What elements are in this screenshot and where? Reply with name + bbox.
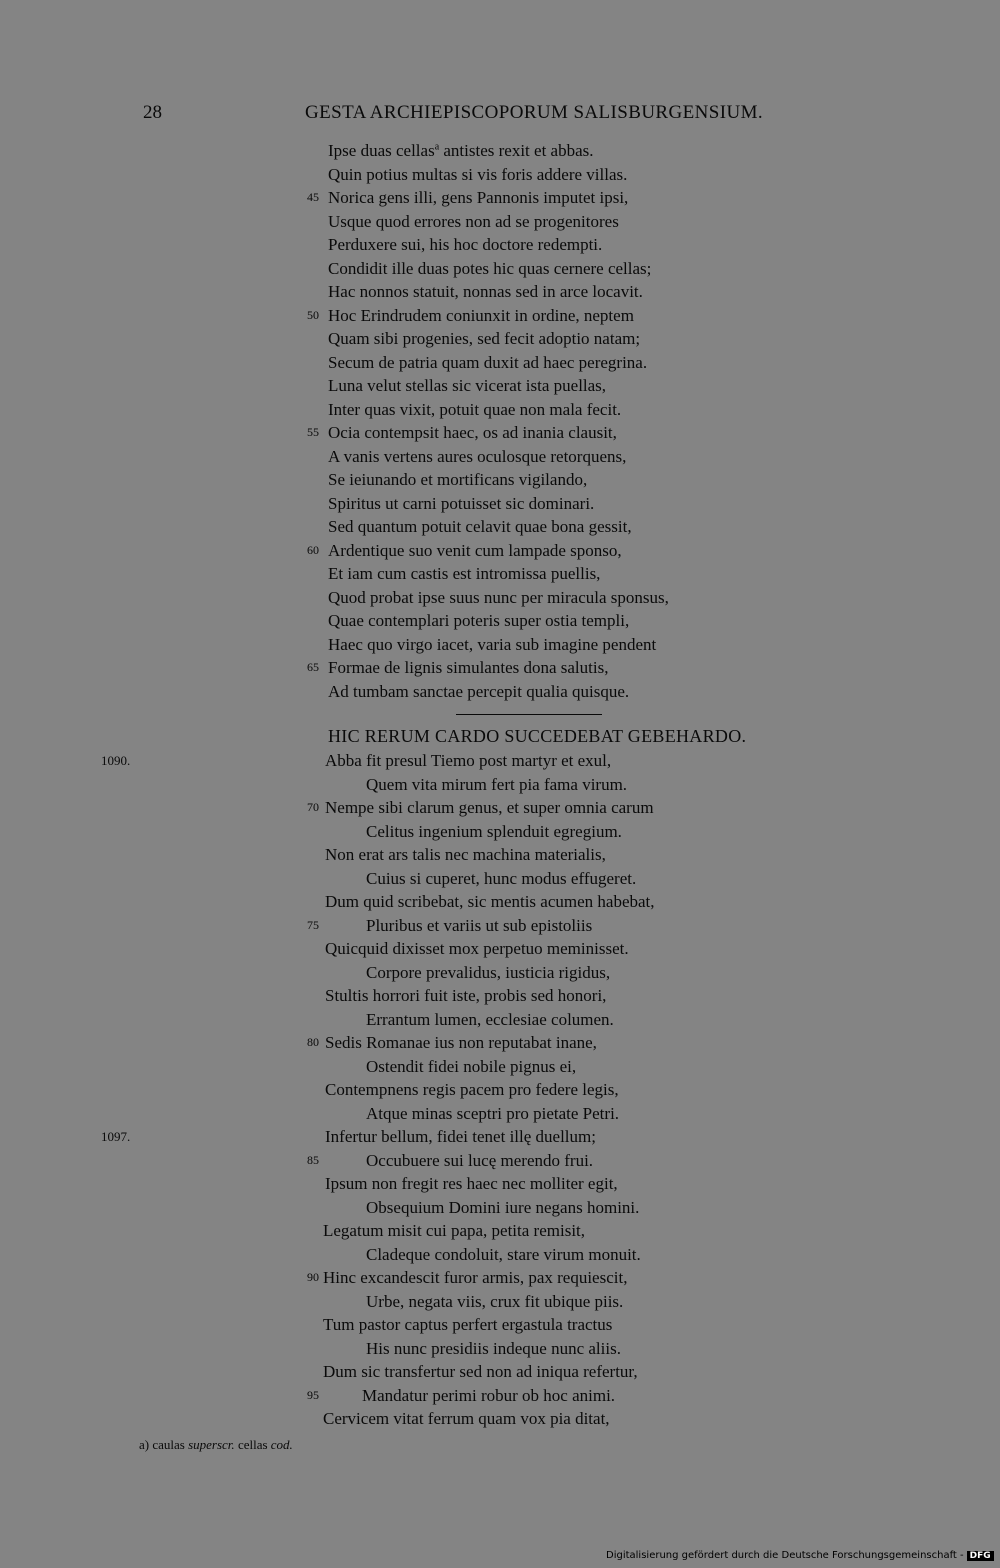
verse-text-main: Cervicem vitat ferrum quam vox pia ditat, <box>323 1409 610 1428</box>
verse-text-main: Spiritus ut carni potuisset sic dominari. <box>328 493 595 513</box>
section-heading: HIC RERUM CARDO SUCCEDEBAT GEBEHARDO. <box>328 726 747 746</box>
verse-text-main: Abba fit presul Tiemo post martyr et exul, <box>325 751 612 770</box>
verse-text-main: Hinc excandescit furor armis, pax requiescit, <box>323 1268 628 1287</box>
verse-line <box>0 1172 1000 1196</box>
line-number: 80 <box>307 1035 319 1049</box>
verse-line <box>0 749 1000 773</box>
verse-text-main: Se ieiunando et mortificans vigilando, <box>328 470 588 489</box>
page-header <box>0 100 1000 130</box>
verse-text-main: His nunc presidiis indeque nunc aliis. <box>366 1338 621 1358</box>
verse-line <box>0 327 1000 351</box>
verse-text-main: Hac nonnos statuit, nonnas sed in arce locavit. <box>328 282 643 301</box>
verse-text-main: Ostendit fidei nobile pignus ei, <box>366 1056 577 1076</box>
verse-text-main: Obsequium Domini iure negans homini. <box>366 1197 640 1217</box>
verse-line <box>0 843 1000 867</box>
verse-text <box>366 1290 623 1314</box>
verse-line <box>0 1266 1000 1290</box>
year-note: 1090. <box>101 753 131 768</box>
line-number: 50 <box>307 307 319 322</box>
digitization-credit <box>606 1550 994 1566</box>
verse-text-main: Errantum lumen, ecclesiae columen. <box>366 1009 614 1029</box>
line-number: 90 <box>307 1270 319 1284</box>
verse-text <box>323 1219 585 1243</box>
footnote <box>139 1437 293 1453</box>
verse-text <box>325 1172 618 1196</box>
verse-text <box>328 445 626 469</box>
verse-text-main: Ad tumbam sanctae percepit qualia quisque. <box>328 681 630 701</box>
verse-text <box>366 1243 641 1267</box>
verse-text <box>325 1078 619 1102</box>
footnote-marker: a) <box>139 1437 150 1452</box>
footnote-abbr: superscr. <box>188 1437 235 1452</box>
verse-text <box>366 820 622 844</box>
verse-text <box>366 1149 593 1173</box>
verse-block-bottom <box>0 749 1000 1431</box>
verse-text <box>328 351 647 375</box>
verse-line <box>0 867 1000 891</box>
verse-text-main: Atque minas sceptri pro pietate Petri. <box>366 1103 620 1123</box>
verse-line <box>0 421 1000 445</box>
verse-line <box>0 1290 1000 1314</box>
verse-text <box>328 468 587 492</box>
credit-text: Digitalisierung gefördert durch die Deutsche Forschungsgemeinschaft - <box>606 1550 964 1561</box>
verse-line <box>0 1243 1000 1267</box>
line-number: 55 <box>307 425 319 439</box>
verse-line <box>0 374 1000 398</box>
verse-text <box>366 1337 621 1361</box>
verse-text-main: Stultis horrori fuit iste, probis sed honori, <box>325 986 607 1005</box>
verse-text-main: Quin potius multas si vis foris addere villas. <box>328 164 628 184</box>
verse-text-main: Tum pastor captus perfert ergastula tractus <box>323 1315 613 1334</box>
verse-text-main: Ipse duas cellas <box>328 141 435 160</box>
verse-text-main: Norica gens illi, gens Pannonis imputet ipsi, <box>328 188 629 207</box>
verse-text <box>366 867 636 891</box>
verse-text <box>366 1196 639 1220</box>
verse-text-main: Quae contemplari poteris super ostia templi, <box>328 611 630 630</box>
verse-text <box>328 586 669 610</box>
verse-text <box>328 515 632 539</box>
verse-text-main: Celitus ingenium splenduit egregium. <box>366 821 622 841</box>
verse-line <box>0 1102 1000 1126</box>
verse-text <box>328 633 656 657</box>
running-title: GESTA ARCHIEPISCOPORUM SALISBURGENSIUM. <box>305 102 764 123</box>
verse-line <box>0 914 1000 938</box>
dfg-logo-icon: DFG <box>967 1551 994 1561</box>
verse-line <box>0 1031 1000 1055</box>
verse-text <box>328 421 617 445</box>
footnote-abbr: cod. <box>270 1437 293 1452</box>
verse-line <box>0 656 1000 680</box>
verse-text <box>323 1360 638 1384</box>
verse-text <box>328 327 640 351</box>
verse-text <box>328 562 600 586</box>
verse-text <box>328 374 606 398</box>
verse-text-main: Usque quod errores non ad se progenitores <box>328 211 619 231</box>
line-number: 95 <box>307 1387 319 1402</box>
verse-text <box>328 280 643 304</box>
verse-text-rest: antistes rexit et abbas. <box>439 141 594 160</box>
verse-text <box>328 680 629 704</box>
verse-text <box>325 890 655 914</box>
verse-text <box>328 609 629 633</box>
verse-line <box>0 1008 1000 1032</box>
verse-text-main: Hoc Erindrudem coniunxit in ordine, neptem <box>328 305 634 325</box>
verse-line <box>0 515 1000 539</box>
verse-text-main: Ardentique suo venit cum lampade sponso, <box>328 540 622 560</box>
verse-text <box>325 796 654 820</box>
verse-text-main: Non erat ars talis nec machina materialis, <box>325 845 606 864</box>
verse-line <box>0 1149 1000 1173</box>
verse-text-main: Sedis Romanae ius non reputabat inane, <box>325 1033 597 1052</box>
line-number: 70 <box>307 800 319 814</box>
verse-text-main: Secum de patria quam duxit ad haec peregrina. <box>328 352 648 372</box>
verse-line <box>0 984 1000 1008</box>
verse-line <box>0 280 1000 304</box>
verse-line <box>0 304 1000 328</box>
verse-text <box>366 1102 619 1126</box>
verse-text-main: Infertur bellum, fidei tenet illę duellum; <box>325 1127 596 1146</box>
verse-text <box>328 257 651 281</box>
verse-text-main: Cladeque condoluit, stare virum monuit. <box>366 1244 641 1264</box>
verse-line <box>0 139 1000 163</box>
verse-line <box>0 1337 1000 1361</box>
verse-text-main: Contempnens regis pacem pro federe legis, <box>325 1080 619 1099</box>
verse-text-main: Mandatur perimi robur ob hoc animi. <box>362 1385 616 1405</box>
verse-line <box>0 586 1000 610</box>
verse-text-main: Quicquid dixisset mox perpetuo meminisset. <box>325 939 629 958</box>
verse-text-main: Quam sibi progenies, sed fecit adoptio natam; <box>328 329 641 348</box>
verse-line <box>0 492 1000 516</box>
verse-text-main: A vanis vertens aures oculosque retorquens, <box>328 446 627 466</box>
verse-text-main: Cuius si cuperet, hunc modus effugeret. <box>366 868 637 888</box>
verse-text-main: Pluribus et variis ut sub epistoliis <box>366 915 593 935</box>
line-number: 60 <box>307 542 319 557</box>
verse-line <box>0 1313 1000 1337</box>
verse-line <box>0 680 1000 704</box>
verse-line <box>0 562 1000 586</box>
verse-line <box>0 796 1000 820</box>
verse-line <box>0 1078 1000 1102</box>
verse-text-main: Formae de lignis simulantes dona salutis, <box>328 658 609 677</box>
verse-text <box>325 843 606 867</box>
verse-text-main: Ocia contempsit haec, os ad inania clausit, <box>328 423 617 442</box>
verse-line <box>0 351 1000 375</box>
verse-text <box>323 1266 627 1290</box>
verse-line <box>0 163 1000 187</box>
verse-line <box>0 539 1000 563</box>
verse-text <box>366 961 610 985</box>
line-number: 75 <box>307 917 319 932</box>
verse-text-main: Haec quo virgo iacet, varia sub imagine pendent <box>328 634 657 654</box>
verse-text <box>325 1125 596 1149</box>
verse-line <box>0 1196 1000 1220</box>
verse-line <box>0 633 1000 657</box>
verse-text <box>323 1313 612 1337</box>
verse-block-top <box>0 139 1000 703</box>
verse-line <box>0 186 1000 210</box>
verse-text <box>325 937 629 961</box>
verse-text <box>366 1055 576 1079</box>
verse-text <box>325 984 606 1008</box>
verse-line <box>0 890 1000 914</box>
verse-line <box>0 961 1000 985</box>
verse-text <box>323 1407 610 1431</box>
verse-text-main: Urbe, negata viis, crux fit ubique piis. <box>366 1291 624 1311</box>
verse-text <box>366 773 627 797</box>
verse-text <box>328 492 594 516</box>
verse-text-main: Ipsum non fregit res haec nec molliter egit, <box>325 1174 618 1193</box>
verse-text <box>328 163 627 187</box>
verse-text <box>328 139 594 163</box>
verse-text-main: Sed quantum potuit celavit quae bona gessit, <box>328 517 632 536</box>
verse-text <box>328 186 628 210</box>
verse-line <box>0 1055 1000 1079</box>
line-number: 45 <box>307 190 319 204</box>
verse-line <box>0 609 1000 633</box>
verse-line <box>0 773 1000 797</box>
verse-text <box>366 1008 614 1032</box>
section-divider <box>456 714 602 715</box>
verse-text-main: Legatum misit cui papa, petita remisit, <box>323 1221 586 1240</box>
verse-text-main: Occubuere sui lucę merendo frui. <box>366 1150 594 1170</box>
verse-text-main: Quem vita mirum fert pia fama virum. <box>366 774 628 794</box>
verse-text <box>325 749 611 773</box>
year-note: 1097. <box>101 1129 131 1144</box>
verse-line <box>0 445 1000 469</box>
verse-line <box>0 1360 1000 1384</box>
verse-text-main: Condidit ille duas potes hic quas cernere cellas; <box>328 258 652 278</box>
verse-line <box>0 257 1000 281</box>
verse-text <box>328 304 634 328</box>
line-number: 85 <box>307 1152 319 1167</box>
verse-line <box>0 1125 1000 1149</box>
verse-text-main: Et iam cum castis est intromissa puellis, <box>328 564 601 583</box>
verse-text <box>366 914 592 938</box>
footnote-word: caulas <box>152 1437 185 1452</box>
verse-text <box>362 1384 615 1408</box>
line-number: 65 <box>307 660 319 674</box>
verse-text <box>328 539 622 563</box>
verse-text <box>328 398 621 422</box>
verse-text-main: Perduxere sui, his hoc doctore redempti. <box>328 235 603 254</box>
verse-text <box>328 233 602 257</box>
verse-text-main: Nempe sibi clarum genus, et super omnia carum <box>325 798 654 817</box>
verse-text-main: Inter quas vixit, potuit quae non mala fecit. <box>328 399 622 419</box>
verse-text <box>325 1031 597 1055</box>
verse-text-main: Quod probat ipse suus nunc per miracula sponsus, <box>328 587 669 607</box>
verse-text-main: Corpore prevalidus, iusticia rigidus, <box>366 962 611 982</box>
footnote-word: cellas <box>237 1437 268 1452</box>
verse-line <box>0 937 1000 961</box>
verse-text <box>328 656 608 680</box>
page-number: 28 <box>143 102 162 123</box>
verse-text-main: Dum sic transfertur sed non ad iniqua refertur, <box>323 1362 638 1381</box>
verse-line <box>0 468 1000 492</box>
verse-line <box>0 1407 1000 1431</box>
verse-text <box>328 210 619 234</box>
verse-line <box>0 210 1000 234</box>
verse-line <box>0 1384 1000 1408</box>
verse-text-main: Luna velut stellas sic vicerat ista puellas, <box>328 376 607 395</box>
verse-line <box>0 820 1000 844</box>
verse-line <box>0 1219 1000 1243</box>
footnote-ref: a <box>434 141 440 153</box>
verse-text-main: Dum quid scribebat, sic mentis acumen habebat, <box>325 892 655 911</box>
verse-line <box>0 233 1000 257</box>
verse-line <box>0 398 1000 422</box>
